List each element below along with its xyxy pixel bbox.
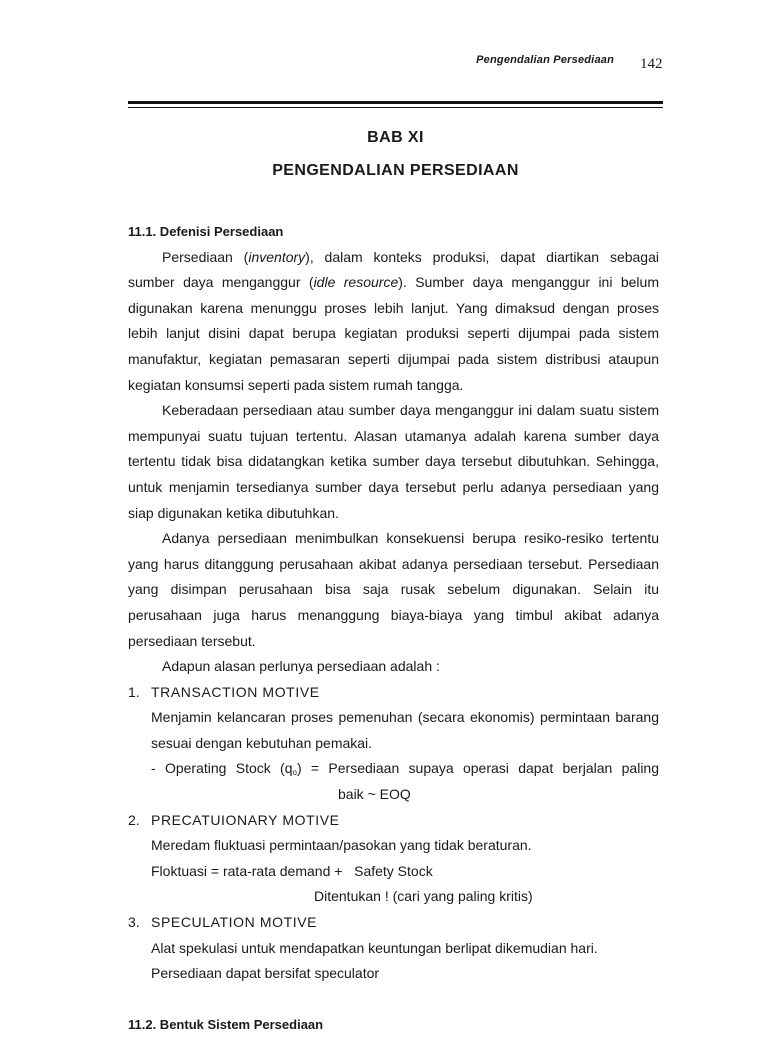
list-item-note: Ditentukan ! (cari yang paling kritis) <box>314 888 533 905</box>
formula-line <box>151 756 659 782</box>
chapter-title: PENGENDALIAN PERSEDIAAN <box>272 162 519 179</box>
list-marker: 2. <box>128 811 140 828</box>
paragraph: Adapun alasan perlunya persediaan adalah : <box>162 658 440 675</box>
list-item-title: PRECATUIONARY MOTIVE <box>151 811 340 828</box>
paragraph: Keberadaan persediaan atau sumber daya menganggur ini dalam suatu sistem mempunyai suatu tujuan tertentu. Alasan utamanya adalah karena sumber daya tertentu tidak bisa didatangkan ketika sumber daya tersebut dibutuhkan. Sehingga, untuk menjamin tersedianya sumber daya tersebut perlu adanya persediaan yang siap digunakan ketika dibutuhkan. <box>128 402 659 521</box>
formula-continuation: baik ~ EOQ <box>338 786 411 803</box>
italic-term: inventory <box>248 248 306 265</box>
list-item-line: Persediaan dapat bersifat speculator <box>151 965 380 982</box>
chapter-number: BAB XI <box>367 129 424 146</box>
page-number: 142 <box>640 56 663 72</box>
formula-text: - Operating Stock (q <box>151 760 293 777</box>
list-item-title: SPECULATION MOTIVE <box>151 914 318 931</box>
list-item <box>128 910 659 987</box>
page-body <box>128 219 659 1038</box>
list-item-body: Menjamin kelancaran proses pemenuhan (secara ekonomis) permintaan barang sesuai dengan kebutuhan pemakai. <box>151 709 659 751</box>
list-marker: 3. <box>128 914 140 931</box>
list-item-title: TRANSACTION MOTIVE <box>151 683 320 700</box>
paragraph: Adanya persediaan menimbulkan konsekuensi berupa resiko-resiko tertentu yang harus ditanggung perusahaan akibat adanya persediaan tersebut. Persediaan yang disimpan perusahaan bisa saja rusak sebelum digunakan. Selain itu perusahaan juga harus menanggung biaya-biaya yang timbul akibat adanya persediaan tersebut. <box>128 530 659 649</box>
header-rule-thin <box>128 107 663 108</box>
section-heading: 11.1. Defenisi Persediaan <box>128 224 284 239</box>
italic-term: idle resource <box>313 274 399 291</box>
paragraph <box>128 245 659 399</box>
header-rule-thick <box>128 101 663 104</box>
list-item <box>128 808 659 910</box>
formula-text: ) = Persediaan supaya operasi dapat berjalan paling <box>296 760 660 777</box>
paragraph-text: Persediaan ( <box>162 248 249 265</box>
motives-list <box>128 680 659 987</box>
running-header-title: Pengendalian Persediaan <box>476 54 614 66</box>
section-heading: 11.2. Bentuk Sistem Persediaan <box>128 1017 324 1033</box>
list-item-line: Floktuasi = rata-rata demand + Safety Stock <box>151 862 433 879</box>
list-item-line: Alat spekulasi untuk mendapatkan keuntungan berlipat dikemudian hari. <box>151 939 598 956</box>
paragraph-text: ). Sumber daya menganggur ini belum digunakan karena menunggu proses lebih lanjut. Yang dimaksud dengan proses lebih lanjut disini dapat berupa kegiatan produksi seperti dijumpai pada sistem manufaktur, kegiatan pemasaran seperti dijumpai pada sistem distribusi ataupun kegiatan konsumsi seperti pada sistem rumah tangga. <box>128 274 659 393</box>
list-marker: 1. <box>128 683 140 700</box>
list-item <box>128 680 659 808</box>
list-item-line: Meredam fluktuasi permintaan/pasokan yang tidak beraturan. <box>151 837 532 854</box>
paragraph-text: ), dalam konteks produksi, dapat diartikan sebagai sumber daya menganggur ( <box>128 248 659 291</box>
formula-subscript: o <box>292 768 297 778</box>
